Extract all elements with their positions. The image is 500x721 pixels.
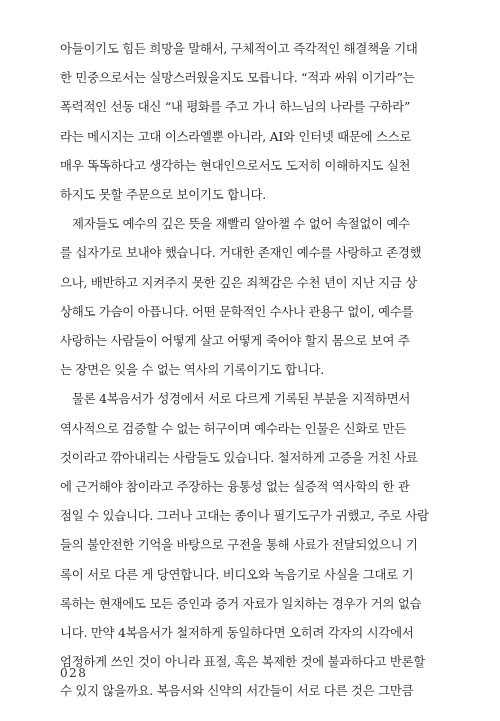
text-line: 록이 서로 다른 게 당연합니다. 비디오와 녹음기로 사실을 그대로 기 — [60, 566, 414, 582]
text-line: 으나, 배반하고 지켜주지 못한 깊은 죄책감은 수천 년이 지난 지금 상 — [60, 274, 417, 290]
text-line: 들의 불안전한 기억을 바탕으로 구전을 통해 사료가 전달되었으니 기 — [60, 537, 418, 553]
text-line: 에 근거해야 참이라고 주장하는 융통성 없는 실증적 역사학의 한 관 — [60, 479, 410, 495]
paragraph-1 — [60, 34, 440, 209]
text-line: 것이라고 깎아내리는 사람들도 있습니다. 철저하게 고증을 거친 사료 — [60, 449, 418, 465]
text-line: 제자들도 예수의 깊은 뜻을 재빨리 알아챌 수 없어 속절없이 예수 — [72, 216, 410, 232]
text-line: 물론 4복음서가 성경에서 서로 다르게 기록된 부분을 지적하면서 — [72, 391, 411, 407]
text-line: 매우 똑똑하다고 생각하는 현대인으로서도 도저히 이해하지도 실천 — [60, 157, 411, 173]
page-body — [60, 34, 440, 706]
text-line: 역사적으로 검증할 수 없는 허구이며 예수라는 인물은 신화로 만든 — [60, 420, 406, 436]
text-line: 니다. 만약 4복음서가 철저하게 동일하다면 오히려 각자의 시각에서 — [60, 625, 414, 641]
text-line: 상해도 가슴이 아픕니다. 어떤 문학적인 수사나 관용구 없이, 예수를 — [60, 303, 414, 319]
text-line: 엄정하게 쓰인 것이 아니라 표절, 혹은 복제한 것에 불과하다고 반론할 — [60, 654, 426, 670]
text-line: 아들이기도 힘든 희망을 말해서, 구체적이고 즉각적인 해결책을 기대 — [60, 41, 418, 56]
text-line: 라는 메시지는 고대 이스라엘뿐 아니라, AI와 인터넷 때문에 스스로 — [60, 128, 412, 144]
text-line: 하지도 못할 주문으로 보이기도 합니다. — [60, 187, 266, 203]
text-line: 수 있지 않을까요. 복음서와 신약의 서간들이 서로 다른 것은 그만큼 — [60, 683, 414, 699]
paragraph-3 — [60, 384, 440, 705]
text-line: 를 십자가로 보내야 했습니다. 거대한 존재인 예수를 사랑하고 존경했 — [60, 245, 422, 261]
text-line: 는 장면은 잊을 수 없는 역사의 기록이기도 합니다. — [60, 362, 324, 378]
text-line: 폭력적인 선동 대신 “내 평화를 주고 가니 하느님의 나라를 구하라” — [60, 99, 411, 115]
page-number: 028 — [60, 666, 88, 680]
text-line: 한 민중으로서는 실망스러웠을지도 모릅니다. “적과 싸워 이기라”는 — [60, 70, 415, 86]
text-line: 사랑하는 사람들이 어떻게 살고 어떻게 죽어야 할지 몸으로 보여 주 — [60, 333, 410, 349]
text-line: 록하는 현재에도 모든 증인과 증거 자료가 일치하는 경우가 거의 없습 — [60, 595, 422, 611]
paragraph-2 — [60, 209, 440, 384]
text-line: 점일 수 있습니다. 그러나 고대는 종이나 필기도구가 귀했고, 주로 사람 — [60, 508, 429, 524]
